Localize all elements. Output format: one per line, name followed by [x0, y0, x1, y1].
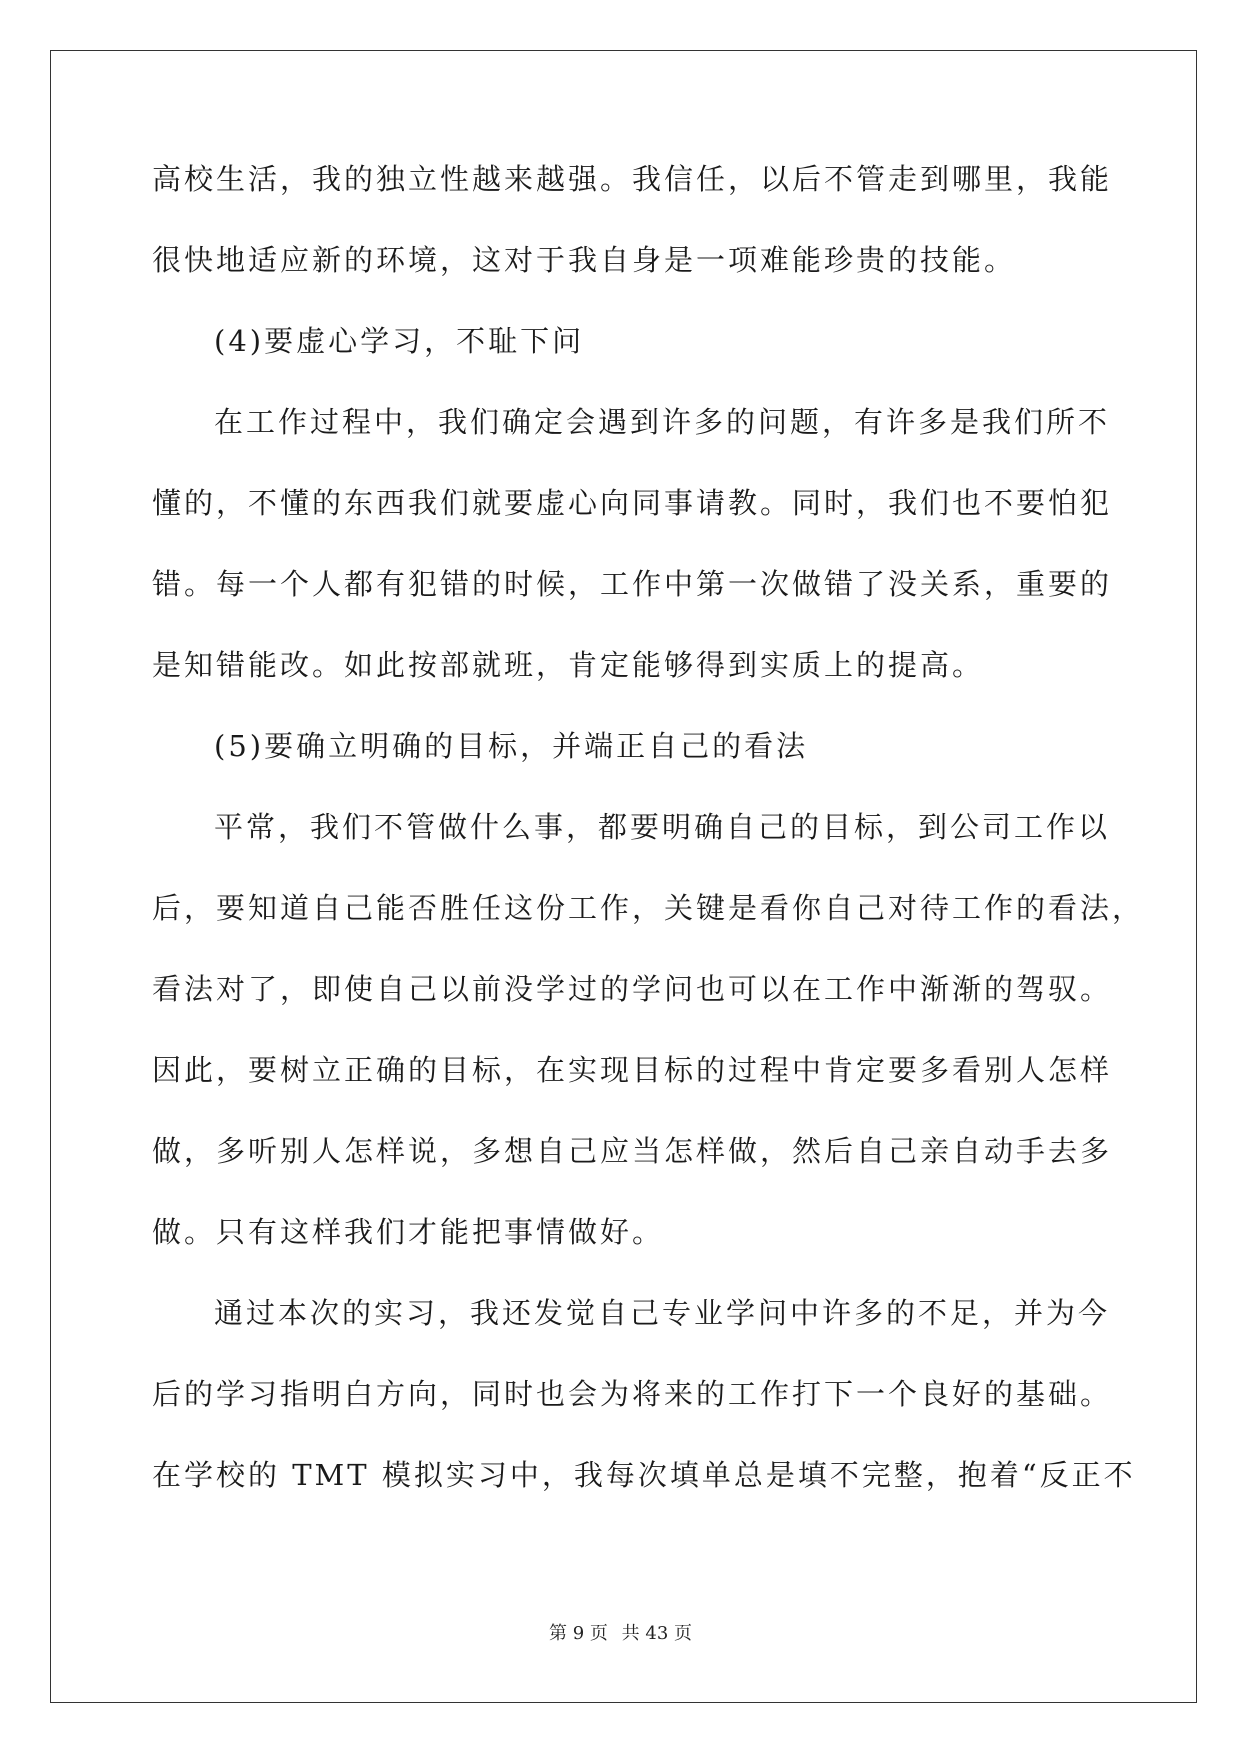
- text-line: 高校生活，我的独立性越来越强。我信任，以后不管走到哪里，我能: [152, 162, 1113, 196]
- text-line: 做。只有这样我们才能把事情做好。: [152, 1215, 665, 1249]
- text-line: 因此，要树立正确的目标，在实现目标的过程中肯定要多看别人怎样: [152, 1053, 1113, 1087]
- text-line: 在工作过程中，我们确定会遇到许多的问题，有许多是我们所不: [214, 405, 1111, 439]
- text-line: 看法对了，即使自己以前没学过的学问也可以在工作中渐渐的驾驭。: [152, 972, 1113, 1006]
- text-line: 平常，我们不管做什么事，都要明确自己的目标，到公司工作以: [214, 810, 1111, 844]
- page-number: 第 9 页: [549, 1623, 608, 1644]
- text-line: 通过本次的实习，我还发觉自己专业学问中许多的不足，并为今: [214, 1296, 1111, 1330]
- document-body: [152, 162, 1145, 1542]
- page-footer: [0, 1619, 1241, 1645]
- page-total: 共 43 页: [621, 1623, 692, 1644]
- text-line: 很快地适应新的环境，这对于我自身是一项难能珍贵的技能。: [152, 243, 1017, 277]
- text-line: 懂的，不懂的东西我们就要虚心向同事请教。同时，我们也不要怕犯: [152, 486, 1113, 520]
- section-heading: (4)要虚心学习，不耻下问: [214, 324, 585, 358]
- text-line: 后，要知道自己能否胜任这份工作，关键是看你自己对待工作的看法，: [152, 891, 1145, 925]
- text-line: 错。每一个人都有犯错的时候，工作中第一次做错了没关系，重要的: [152, 567, 1113, 601]
- text-line: 做，多听别人怎样说，多想自己应当怎样做，然后自己亲自动手去多: [152, 1134, 1113, 1168]
- section-heading: (5)要确立明确的目标，并端正自己的看法: [214, 729, 809, 763]
- text-line: 是知错能改。如此按部就班，肯定能够得到实质上的提高。: [152, 648, 985, 682]
- text-line: 在学校的 TMT 模拟实习中，我每次填单总是填不完整，抱着“反正不: [152, 1458, 1136, 1492]
- text-line: 后的学习指明白方向，同时也会为将来的工作打下一个良好的基础。: [152, 1377, 1113, 1411]
